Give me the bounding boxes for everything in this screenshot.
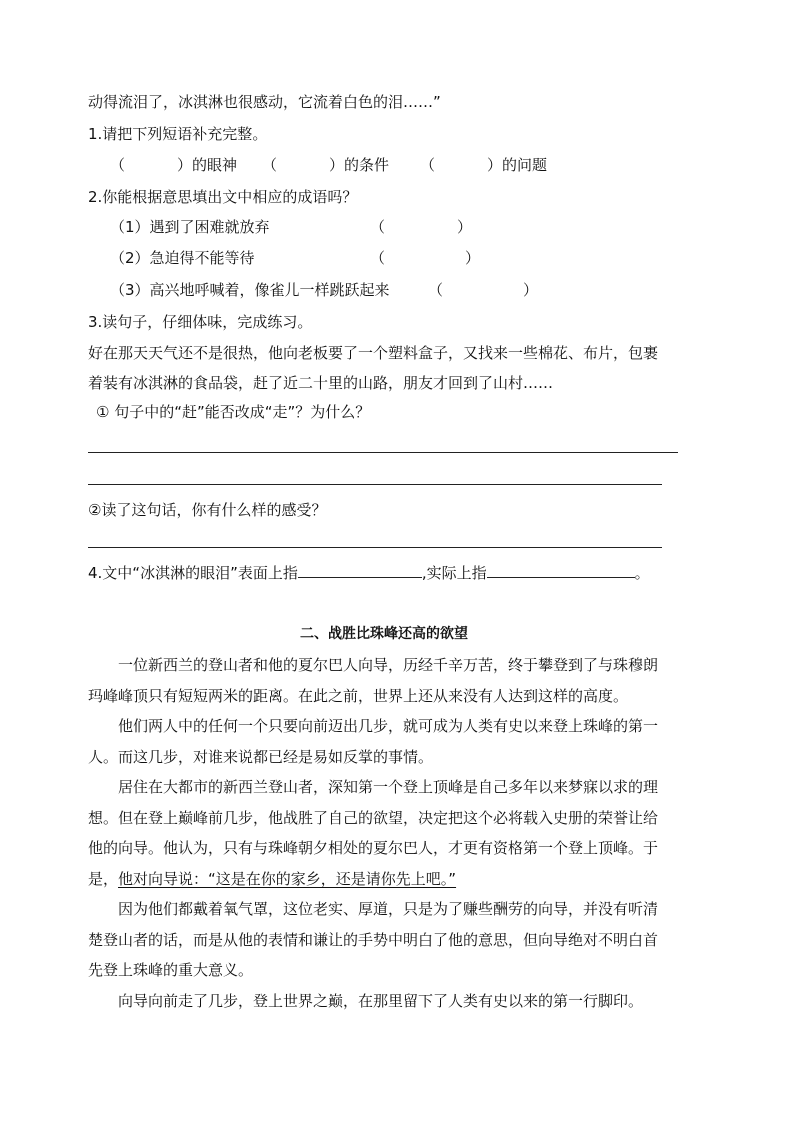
q3-sub-question-1: ① 句子中的“赶”能否改成“走”？为什么？ bbox=[96, 403, 371, 421]
question-3-label: 3.读句子，仔细体味，完成练习。 bbox=[88, 313, 313, 331]
answer-line[interactable] bbox=[88, 547, 662, 548]
q4-blank-2[interactable] bbox=[487, 563, 635, 578]
q3-passage-line-2: 着装有冰淇淋的食品袋，赶了近二十里的山路，朋友才回到了山村…… bbox=[88, 374, 554, 392]
answer-line[interactable] bbox=[88, 452, 678, 453]
question-1-label: 1.请把下列短语补充完整。 bbox=[88, 125, 268, 143]
q4-middle: ,实际上指 bbox=[421, 564, 487, 582]
question-4 bbox=[88, 563, 650, 583]
paragraph-5: 向导向前走了几步，登上世界之巅，在那里留下了人类有史以来的第一行脚印。 bbox=[118, 992, 644, 1010]
q2-item-1-answer-field[interactable]: （ ） bbox=[370, 218, 473, 236]
q2-item-3-text: （3）高兴地呼喊着，像雀儿一样跳跃起来 bbox=[110, 281, 390, 299]
q2-item-1-text: （1）遇到了困难就放弃 bbox=[110, 218, 270, 236]
paragraph-4: 因为他们都戴着氧气罩，这位老实、厚道，只是为了赚些酬劳的向导，并没有听清 楚登山者的话，而是从他的表情和谦让的手势中明白了他的意思，但向导绝对不明白首 先登上珠峰的重大意义。 bbox=[88, 900, 659, 979]
q4-blank-1[interactable] bbox=[298, 563, 422, 578]
q3-passage-line-1: 好在那天天气还不是很热，他向老板要了一个塑料盒子，又找来一些棉花、布片，包裹 bbox=[88, 344, 659, 362]
q2-item-2-text: （2）急迫得不能等待 bbox=[110, 249, 255, 267]
paragraph-3: 居住在大都市的新西兰登山者，深知第一个登上顶峰是自己多年以来梦寐以求的理 想。但在登上巅峰前几步，他战胜了自己的欲望，决定把这个必将载入史册的荣誉让给 他的向导。他认为，只有与珠峰朝夕相处的夏尔巴人，才更有资格第一个登上顶峰。于 是，他对向导说：“这是在你的家乡，还是请你先上吧。” bbox=[88, 778, 659, 888]
q4-end: 。 bbox=[634, 564, 650, 582]
underlined-quote: 他对向导说：“这是在你的家乡，还是请你先上吧。” bbox=[118, 869, 457, 888]
paragraph-2: 他们两人中的任何一个只要向前迈出几步，就可成为人类有史以来登上珠峰的第一 人。而这几步，对谁来说都已经是易如反掌的事情。 bbox=[88, 717, 659, 766]
q2-item-3-answer-field[interactable]: （ ） bbox=[428, 281, 539, 299]
paragraph-1: 一位新西兰的登山者和他的夏尔巴人向导，历经千辛万苦，终于攀登到了与珠穆朗 玛峰峰顶只有短短两米的距离。在此之前，世界上还从来没有人达到这样的高度。 bbox=[88, 656, 659, 705]
q1-item-2: （ ）的条件 bbox=[262, 156, 390, 174]
answer-line[interactable] bbox=[88, 484, 662, 485]
q1-item-1: （ ）的眼神 bbox=[110, 156, 238, 174]
q4-prefix: 4.文中“冰淇淋的眼泪”表面上指 bbox=[88, 564, 298, 582]
section-title: 二、战胜比珠峰还高的欲望 bbox=[300, 626, 468, 642]
q2-item-2-answer-field[interactable]: （ ） bbox=[370, 249, 481, 267]
intro-line: 动得流泪了，冰淇淋也很感动，它流着白色的泪……” bbox=[88, 93, 441, 111]
question-2-label: 2.你能根据意思填出文中相应的成语吗？ bbox=[88, 188, 358, 206]
q1-item-3: （ ）的问题 bbox=[420, 156, 548, 174]
q3-sub-question-2: ②读了这句话，你有什么样的感受？ bbox=[88, 501, 327, 519]
